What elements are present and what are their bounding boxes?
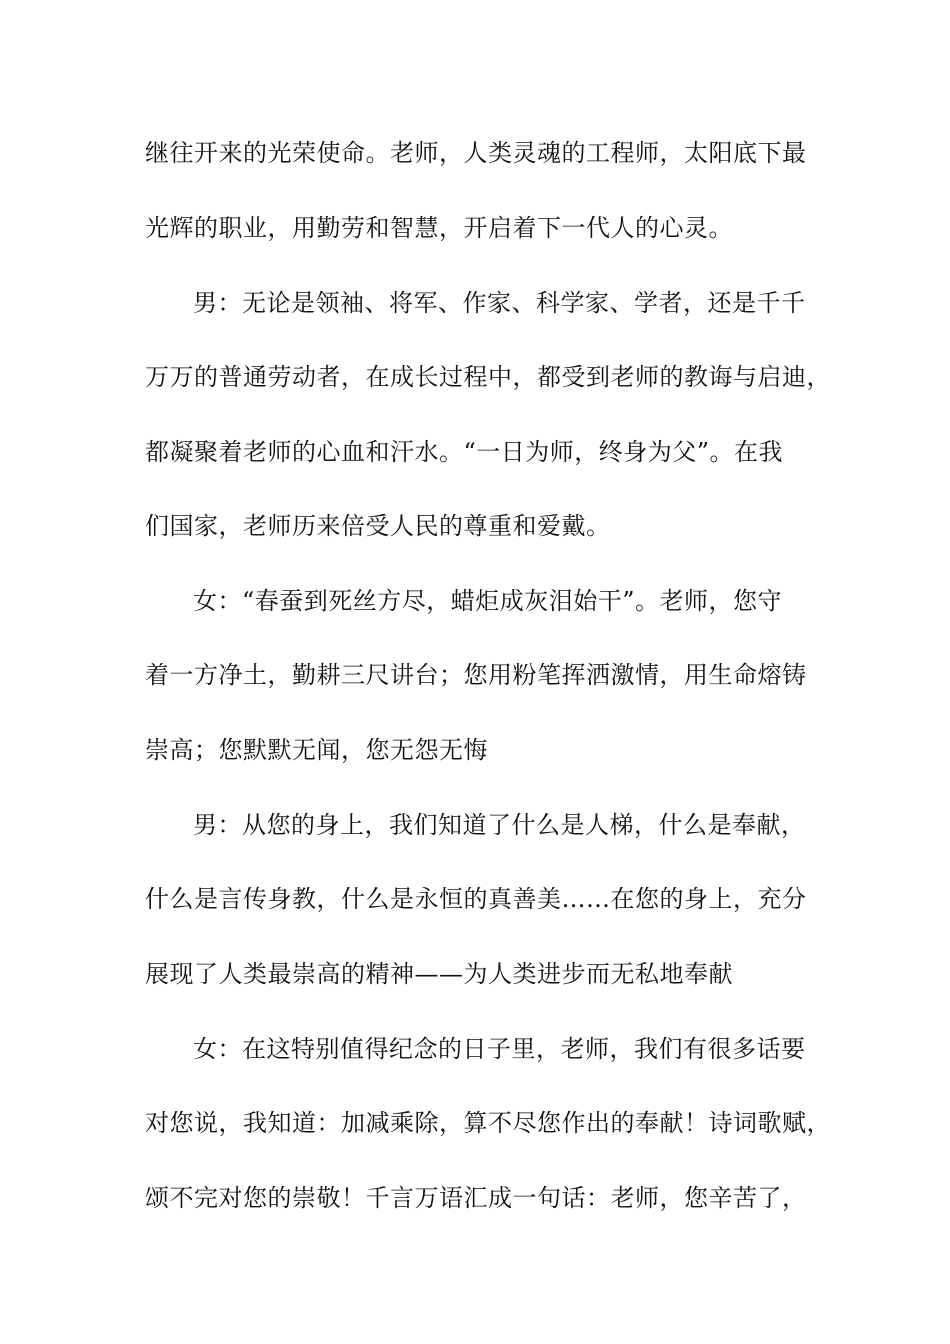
paragraph-start-line: 男：无论是领袖、将军、作家、科学家、学者，还是千千 bbox=[193, 289, 806, 317]
text-line: 颂不完对您的崇敬！千言万语汇成一句话：老师，您辛苦了， bbox=[145, 1184, 807, 1212]
text-line: 继往开来的光荣使命。老师，人类灵魂的工程师，太阳底下最 bbox=[145, 139, 807, 167]
text-line: 展现了人类最崇高的精神——为人类进步而无私地奉献 bbox=[145, 960, 733, 988]
text-line: 们国家，老师历来倍受人民的尊重和爱戴。 bbox=[145, 512, 611, 540]
text-line: 都凝聚着老师的心血和汗水。“一日为师，终身为父”。在我 bbox=[145, 438, 784, 466]
text-line: 什么是言传身教，什么是永恒的真善美……在您的身上，充分 bbox=[145, 885, 807, 913]
text-line: 着一方净土，勤耕三尺讲台；您用粉笔挥洒激情，用生命熔铸 bbox=[145, 661, 807, 689]
text-line: 对您说，我知道：加减乘除，算不尽您作出的奉献！诗词歌赋， bbox=[145, 1109, 831, 1137]
text-line: 万万的普通劳动者，在成长过程中，都受到老师的教诲与启迪， bbox=[145, 363, 831, 391]
paragraph-start-line: 男：从您的身上，我们知道了什么是人梯，什么是奉献， bbox=[193, 811, 806, 839]
text-line: 崇高；您默默无闻，您无怨无悔 bbox=[145, 736, 488, 764]
text-line: 光辉的职业，用勤劳和智慧，开启着下一代人的心灵。 bbox=[145, 214, 733, 242]
paragraph-start-line: 女：在这特别值得纪念的日子里，老师，我们有很多话要 bbox=[193, 1035, 806, 1063]
paragraph-start-line: 女：“春蚕到死丝方尽，蜡炬成灰泪始干”。老师，您守 bbox=[193, 587, 783, 615]
